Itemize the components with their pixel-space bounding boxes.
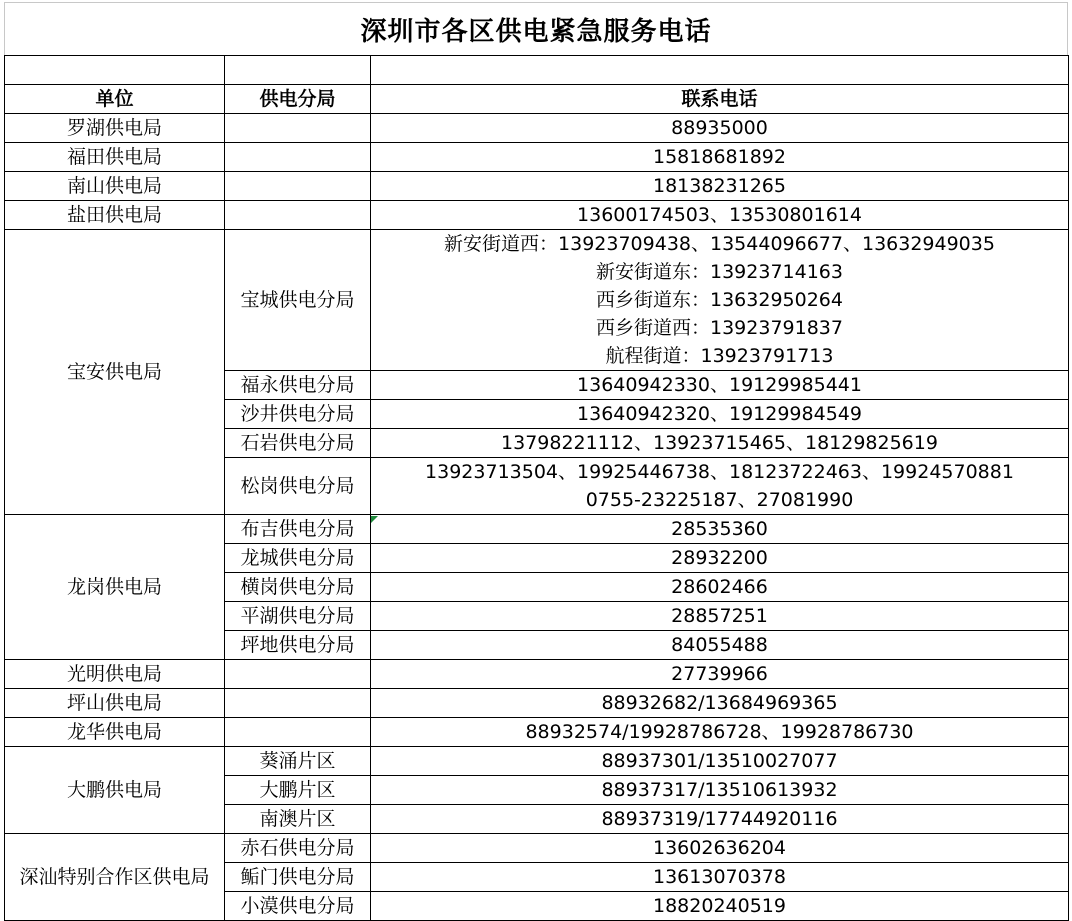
header-phone[interactable]: 联系电话 bbox=[371, 85, 1069, 114]
phone-line: 88937319/17744920116 bbox=[601, 808, 838, 830]
phone-cell[interactable] bbox=[371, 660, 1069, 689]
phone-table bbox=[4, 55, 1069, 921]
phone-line: 新安街道西：13923709438、13544096677、13632949035 bbox=[444, 233, 995, 255]
table-row bbox=[5, 660, 1069, 689]
branch-cell[interactable] bbox=[225, 718, 371, 747]
branch-cell[interactable] bbox=[225, 660, 371, 689]
phone-line: 88937317/13510613932 bbox=[601, 779, 838, 801]
branch-cell[interactable]: 坪地供电分局 bbox=[225, 631, 371, 660]
branch-cell[interactable]: 石岩供电分局 bbox=[225, 429, 371, 458]
header-unit[interactable]: 单位 bbox=[5, 85, 225, 114]
phone-line: 13640942330、19129985441 bbox=[577, 374, 862, 396]
phone-line: 88937301/13510027077 bbox=[601, 750, 838, 772]
phone-cell[interactable] bbox=[371, 718, 1069, 747]
phone-line: 西乡街道东：13632950264 bbox=[596, 289, 843, 311]
phone-line: 13602636204 bbox=[653, 837, 786, 859]
table-row bbox=[5, 689, 1069, 718]
branch-cell[interactable]: 赤石供电分局 bbox=[225, 834, 371, 863]
phone-line: 28932200 bbox=[671, 547, 768, 569]
phone-line: 西乡街道西：13923791837 bbox=[596, 317, 843, 339]
branch-cell[interactable] bbox=[225, 689, 371, 718]
phone-cell[interactable] bbox=[371, 776, 1069, 805]
branch-cell[interactable]: 小漠供电分局 bbox=[225, 892, 371, 921]
branch-cell[interactable]: 福永供电分局 bbox=[225, 371, 371, 400]
phone-line: 28857251 bbox=[671, 605, 768, 627]
phone-line: 13600174503、13530801614 bbox=[577, 204, 862, 226]
blank-row bbox=[5, 56, 1069, 85]
branch-cell[interactable]: 松岗供电分局 bbox=[225, 458, 371, 515]
phone-line: 13798221112、13923715465、18129825619 bbox=[501, 432, 938, 454]
phone-cell[interactable] bbox=[371, 863, 1069, 892]
branch-cell[interactable]: 鲘门供电分局 bbox=[225, 863, 371, 892]
phone-line: 航程街道：13923791713 bbox=[605, 345, 834, 367]
unit-cell[interactable]: 罗湖供电局 bbox=[5, 114, 225, 143]
phone-line: 0755-23225187、27081990 bbox=[585, 489, 854, 511]
unit-cell[interactable]: 宝安供电局 bbox=[5, 230, 225, 515]
header-row bbox=[5, 85, 1069, 114]
branch-cell[interactable]: 南澳片区 bbox=[225, 805, 371, 834]
branch-cell[interactable]: 大鹏片区 bbox=[225, 776, 371, 805]
blank-cell[interactable] bbox=[5, 56, 225, 85]
table-row bbox=[5, 515, 1069, 544]
unit-cell[interactable]: 福田供电局 bbox=[5, 143, 225, 172]
phone-line: 13923713504、19925446738、18123722463、19924570881 bbox=[425, 461, 1014, 483]
unit-cell[interactable]: 龙华供电局 bbox=[5, 718, 225, 747]
phone-cell[interactable] bbox=[371, 805, 1069, 834]
phone-cell[interactable] bbox=[371, 458, 1069, 515]
unit-cell[interactable]: 南山供电局 bbox=[5, 172, 225, 201]
phone-cell[interactable] bbox=[371, 371, 1069, 400]
table-row bbox=[5, 201, 1069, 230]
phone-line: 18138231265 bbox=[653, 175, 786, 197]
branch-cell[interactable] bbox=[225, 143, 371, 172]
blank-cell[interactable] bbox=[225, 56, 371, 85]
branch-cell[interactable] bbox=[225, 201, 371, 230]
phone-cell[interactable] bbox=[371, 544, 1069, 573]
table-row bbox=[5, 114, 1069, 143]
phone-cell[interactable] bbox=[371, 114, 1069, 143]
phone-line: 88932574/19928786728、19928786730 bbox=[525, 721, 914, 743]
branch-cell[interactable] bbox=[225, 172, 371, 201]
branch-cell[interactable]: 横岗供电分局 bbox=[225, 573, 371, 602]
phone-cell[interactable] bbox=[371, 573, 1069, 602]
spreadsheet bbox=[4, 2, 1068, 921]
phone-cell[interactable] bbox=[371, 631, 1069, 660]
unit-cell[interactable]: 深汕特别合作区供电局 bbox=[5, 834, 225, 921]
phone-line: 15818681892 bbox=[653, 146, 786, 168]
unit-cell[interactable]: 大鹏供电局 bbox=[5, 747, 225, 834]
page-title[interactable]: 深圳市各区供电紧急服务电话 bbox=[4, 2, 1068, 55]
phone-line: 27739966 bbox=[671, 663, 768, 685]
phone-line: 13613070378 bbox=[653, 866, 786, 888]
phone-cell[interactable] bbox=[371, 400, 1069, 429]
branch-cell[interactable]: 平湖供电分局 bbox=[225, 602, 371, 631]
blank-cell[interactable] bbox=[371, 56, 1069, 85]
phone-cell[interactable] bbox=[371, 230, 1069, 371]
branch-cell[interactable]: 龙城供电分局 bbox=[225, 544, 371, 573]
comment-indicator-icon bbox=[371, 516, 378, 523]
branch-cell[interactable]: 布吉供电分局 bbox=[225, 515, 371, 544]
branch-cell[interactable]: 葵涌片区 bbox=[225, 747, 371, 776]
unit-cell[interactable]: 坪山供电局 bbox=[5, 689, 225, 718]
phone-cell[interactable] bbox=[371, 172, 1069, 201]
phone-cell[interactable] bbox=[371, 602, 1069, 631]
phone-line: 新安街道东：13923714163 bbox=[596, 261, 843, 283]
phone-line: 84055488 bbox=[671, 634, 768, 656]
unit-cell[interactable]: 光明供电局 bbox=[5, 660, 225, 689]
branch-cell[interactable]: 宝城供电分局 bbox=[225, 230, 371, 371]
table-row bbox=[5, 172, 1069, 201]
phone-cell[interactable] bbox=[371, 429, 1069, 458]
phone-line: 88932682/13684969365 bbox=[601, 692, 838, 714]
table-row bbox=[5, 230, 1069, 371]
phone-cell[interactable] bbox=[371, 201, 1069, 230]
phone-cell[interactable] bbox=[371, 747, 1069, 776]
phone-cell[interactable] bbox=[371, 689, 1069, 718]
phone-cell[interactable] bbox=[371, 143, 1069, 172]
phone-line: 28602466 bbox=[671, 576, 768, 598]
phone-line: 18820240519 bbox=[653, 895, 786, 917]
phone-cell[interactable] bbox=[371, 834, 1069, 863]
table-row bbox=[5, 834, 1069, 863]
phone-line: 13640942320、19129984549 bbox=[577, 403, 862, 425]
table-row bbox=[5, 718, 1069, 747]
header-branch[interactable]: 供电分局 bbox=[225, 85, 371, 114]
unit-cell[interactable]: 盐田供电局 bbox=[5, 201, 225, 230]
unit-cell[interactable]: 龙岗供电局 bbox=[5, 515, 225, 660]
branch-cell[interactable] bbox=[225, 114, 371, 143]
phone-cell[interactable] bbox=[371, 515, 1069, 544]
branch-cell[interactable]: 沙井供电分局 bbox=[225, 400, 371, 429]
phone-line: 28535360 bbox=[671, 518, 768, 540]
phone-cell[interactable] bbox=[371, 892, 1069, 921]
table-row bbox=[5, 747, 1069, 776]
phone-line: 88935000 bbox=[671, 117, 768, 139]
table-row bbox=[5, 143, 1069, 172]
